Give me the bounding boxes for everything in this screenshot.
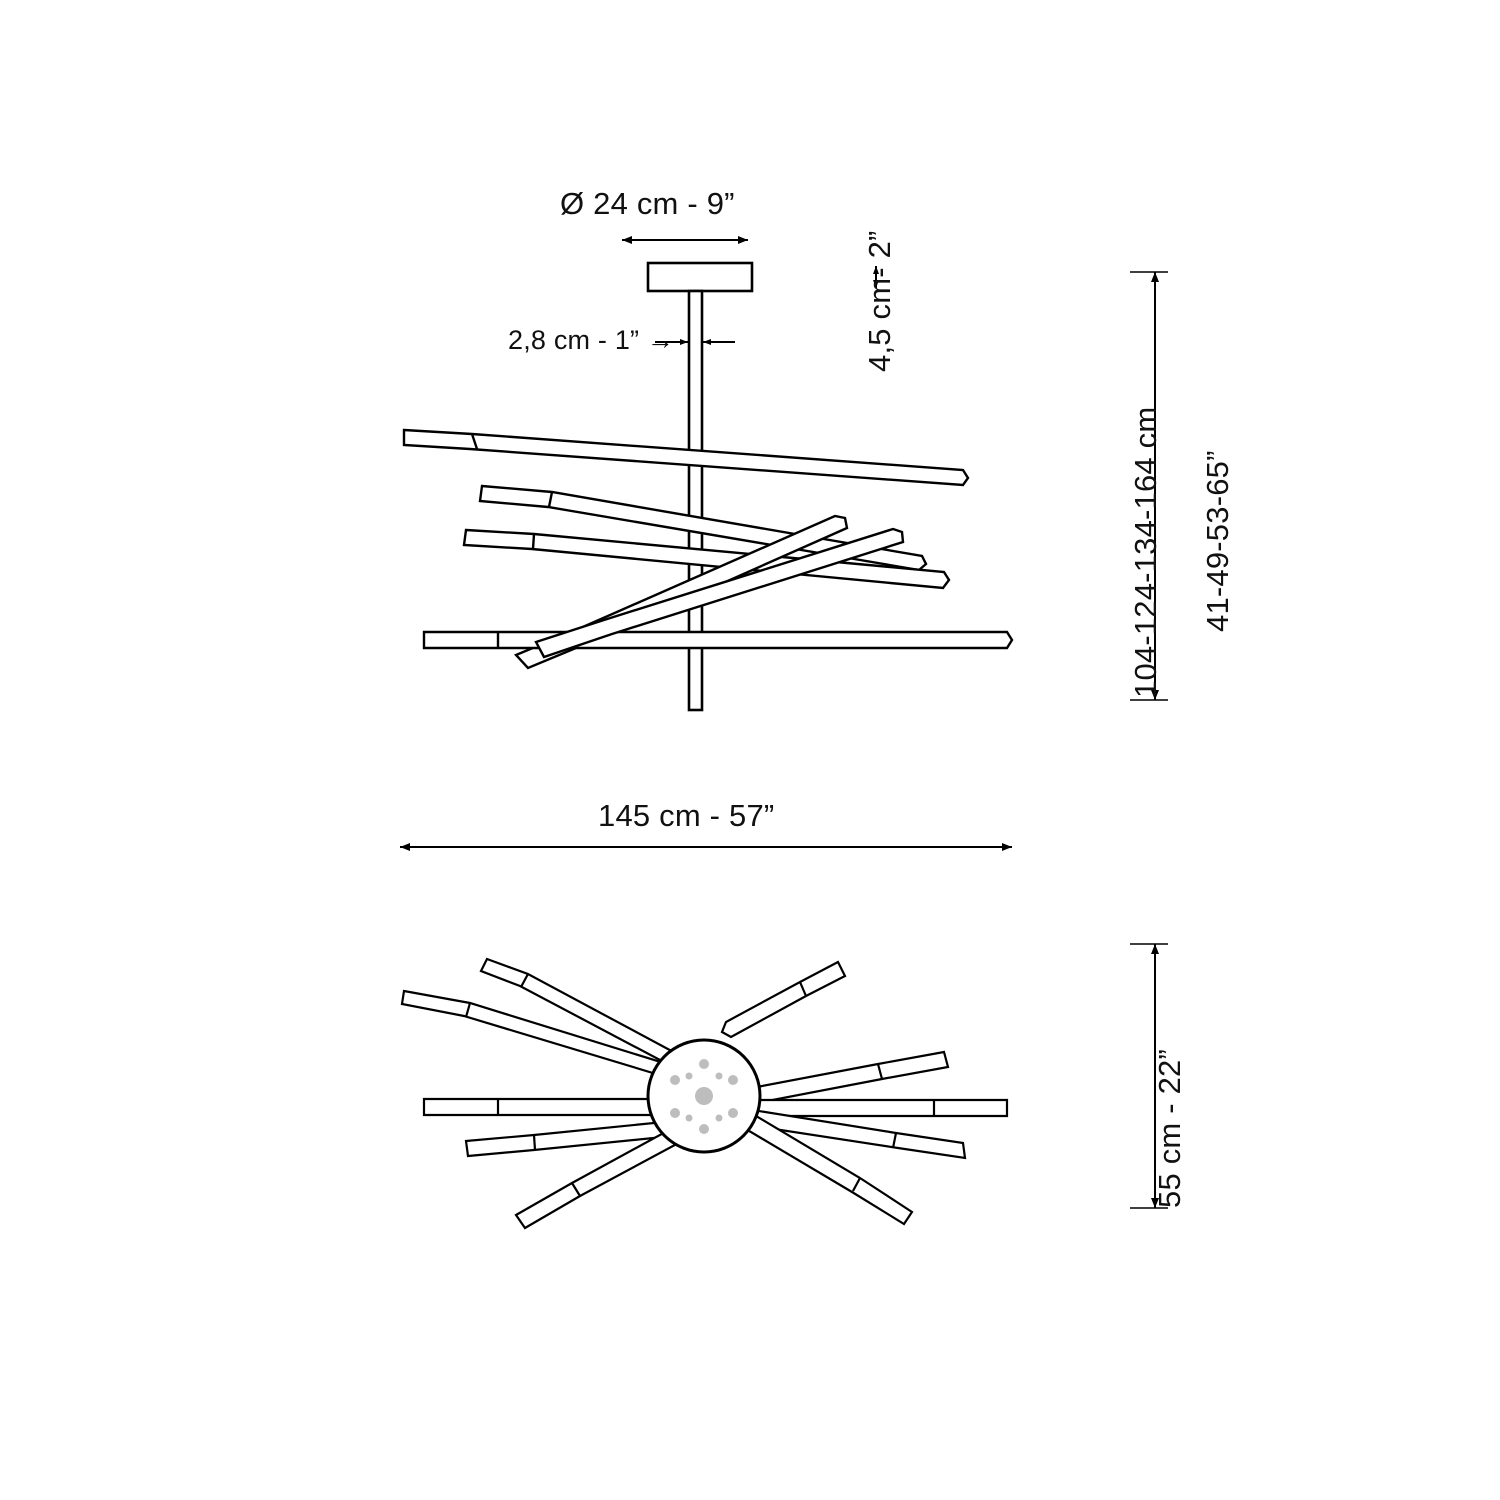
drop-dimension-label-inches: 41-49-53-65” <box>1200 450 1235 632</box>
stem-diameter-label: 2,8 cm - 1” → <box>508 325 675 355</box>
canopy-height-label: 4,5 cm- 2” <box>862 230 897 372</box>
drop-dimension-label-cm: 104-124-134-164 cm <box>1128 406 1163 698</box>
lamp-arms-front <box>404 430 1012 668</box>
canopy-diameter-label: Ø 24 cm - 9” <box>560 186 735 221</box>
overall-depth-label: 55 cm - 22” <box>1152 1049 1187 1208</box>
overall-width-label: 145 cm - 57” <box>598 798 775 833</box>
top-view-group <box>402 944 1168 1228</box>
canopy <box>648 263 752 291</box>
